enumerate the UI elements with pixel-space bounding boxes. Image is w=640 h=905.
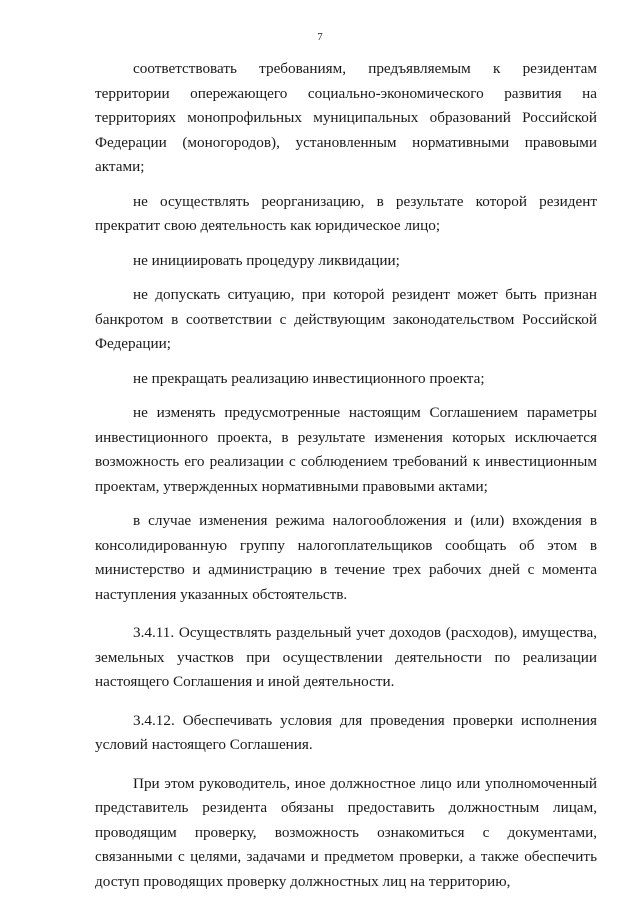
paragraph: в случае изменения режима налогообложения и (или) вхождения в консолидированную группу налогоплательщиков сообщать об этом в министерство и администрацию в течение трех рабочих дней с момента наступления указанных обстоятельств. [95,512,597,603]
paragraph: не изменять предусмотренные настоящим Соглашением параметры инвестиционного проекта, в результате изменения которых исключается возможность его реализации с соблюдением требований к инвестиционным проектам, утвержденных нормативными правовыми актами; [95,404,597,495]
paragraph: не инициировать процедуру ликвидации; [133,251,400,269]
paragraph: 3.4.11. Осуществлять раздельный учет доходов (расходов), имущества, земельных участков при осуществлении деятельности по реализации настоящего Соглашения и иной деятельности. [95,624,597,690]
paragraph: не допускать ситуацию, при которой резидент может быть признан банкротом в соответствии с действующим законодательством Российской Федерации; [95,286,597,352]
document-body [95,57,597,904]
paragraph: не прекращать реализацию инвестиционного проекта; [133,369,485,387]
page-number: 7 [317,31,323,43]
paragraph: При этом руководитель, иное должностное лицо или уполномоченный представитель резидента обязаны предоставить должностным лицам, проводящим проверку, возможность ознакомиться с документами, связанными с целями, задачами и предметом проверки, а также обеспечить доступ проводящих проверку должностных лиц на территорию, [95,774,597,890]
paragraph: не осуществлять реорганизацию, в результате которой резидент прекратит свою деятельность как юридическое лицо; [95,192,597,234]
paragraph: соответствовать требованиям, предъявляемым к резидентам территории опережающего социально-экономического развития на территориях монопрофильных муниципальных образований Российской Федерации (моногородов), установленным нормативными правовыми актами; [95,60,597,175]
paragraph: 3.4.12. Обеспечивать условия для проведения проверки исполнения условий настоящего Соглашения. [95,711,597,753]
